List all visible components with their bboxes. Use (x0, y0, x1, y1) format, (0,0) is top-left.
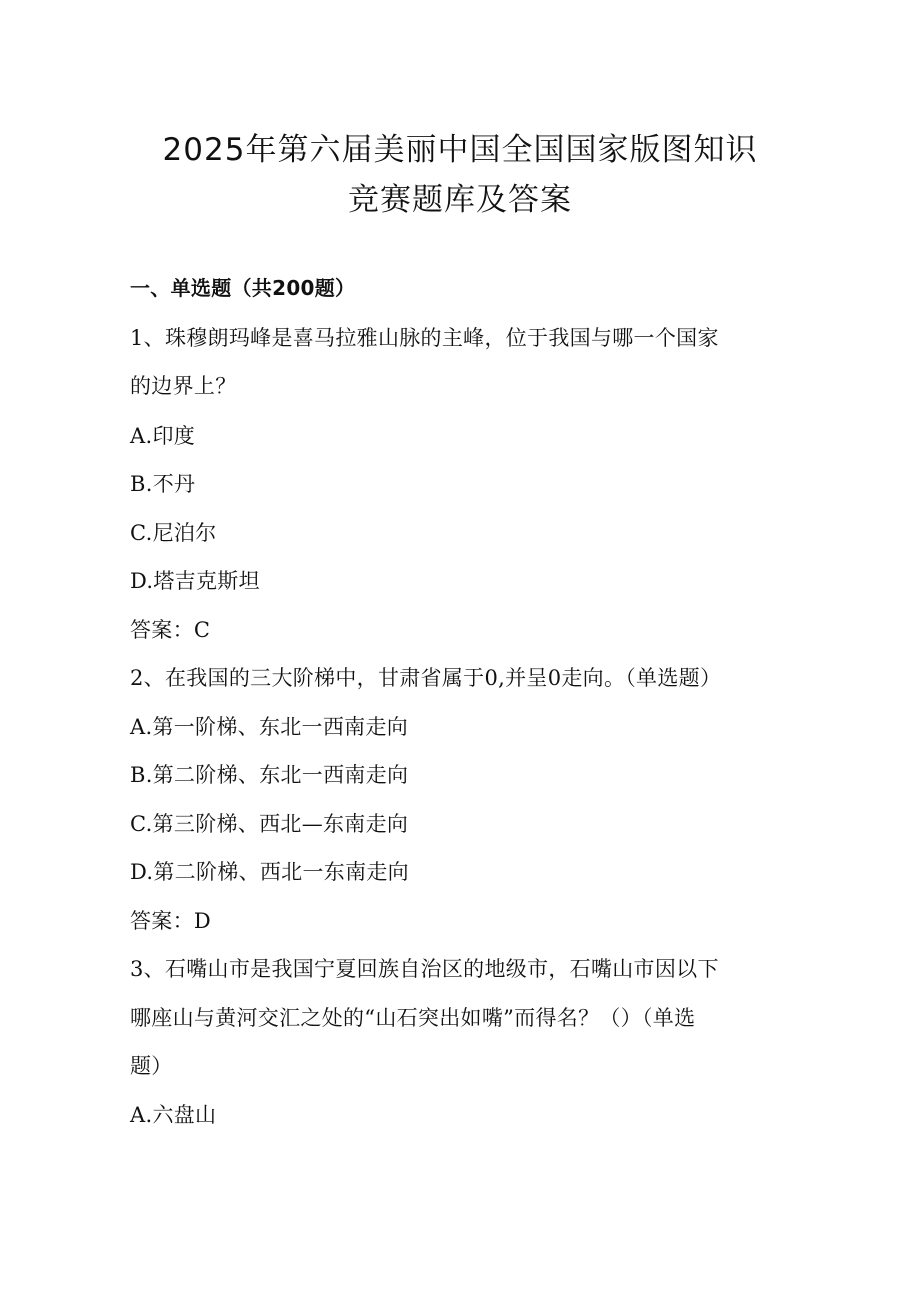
question-2-option-d: D.第二阶梯、西北一东南走向 (130, 860, 409, 884)
question-1-stem-line-1: 1、珠穆朗玛峰是喜马拉雅山脉的主峰，位于我国与哪一个国家 (130, 326, 719, 350)
question-2-option-a: A.第一阶梯、东北一西南走向 (130, 715, 409, 739)
document-title-line-1: 2025年第六届美丽中国全国国家版图知识 (162, 132, 758, 168)
question-3-option-a: A.六盘山 (130, 1103, 217, 1127)
question-1-option-b: B.不丹 (130, 472, 196, 496)
document-title-line-2: 竞赛题库及答案 (348, 182, 572, 218)
question-1-option-a: A.印度 (130, 424, 196, 448)
question-1-option-c: C.尼泊尔 (130, 521, 217, 545)
question-3-stem-line-3: 题） (130, 1054, 173, 1078)
question-1-answer: 答案：C (130, 618, 211, 642)
section-heading: 一、单选题（共200题） (130, 276, 356, 300)
question-2-option-b: B.第二阶梯、东北一西南走向 (130, 763, 409, 787)
question-3-stem-line-1: 3、石嘴山市是我国宁夏回族自治区的地级市，石嘴山市因以下 (130, 957, 719, 981)
question-3-stem-line-2: 哪座山与黄河交汇之处的“山石突出如嘴”而得名？（）（单选 (130, 1006, 696, 1030)
question-1-option-d: D.塔吉克斯坦 (130, 569, 260, 593)
question-2-answer: 答案：D (130, 909, 212, 933)
question-1-stem-line-2: 的边界上？ (130, 374, 237, 398)
question-2-stem-line-1: 2、在我国的三大阶梯中，甘肃省属于0,并呈0走向。（单选题） (130, 666, 722, 690)
question-2-option-c: C.第三阶梯、西北—东南走向 (130, 812, 409, 836)
